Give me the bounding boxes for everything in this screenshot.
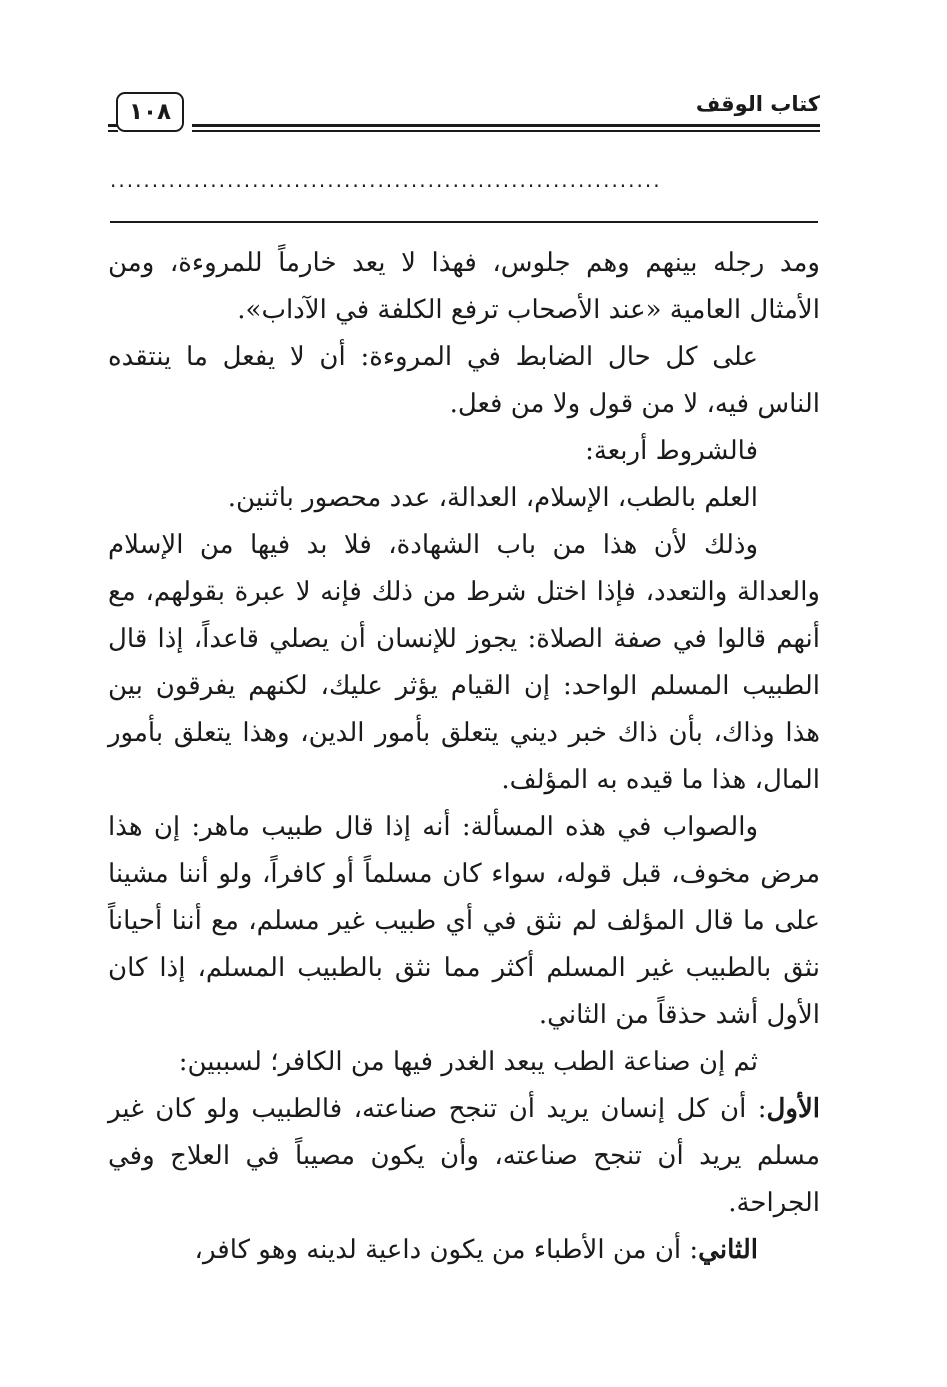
paragraph: ومد رجله بينهم وهم جلوس، فهذا لا يعد خارماً للمروءة، ومن الأمثال العامية «عند الأصحاب ترفع الكلفة في الآداب».	[108, 248, 820, 325]
paragraph: على كل حال الضابط في المروءة: أن لا يفعل ما ينتقده الناس فيه، لا من قول ولا من فعل.	[108, 342, 820, 419]
reason-label: الأول	[766, 1094, 820, 1124]
header-rule-thin	[192, 130, 820, 132]
reason-label: الثاني	[698, 1235, 758, 1265]
paragraph: فالشروط أربعة:	[585, 436, 758, 466]
paragraph: وذلك لأن هذا من باب الشهادة، فلا بد فيها من الإسلام والعدالة والتعدد، فإذا اختل شرط من ذلك فإنه لا عبرة بقولهم، مع أنهم قالوا في صفة الصلاة: يجوز للإنسان أن يصلي قاعداً، إذا قال الطبيب المسلم الواحد: إن القيام يؤثر عليك، لكنهم يفرقون بين هذا وذاك، بأن ذاك خبر ديني يتعلق بأمور الدين، وهذا يتعلق بأمور المال، هذا ما قيده به المؤلف.	[108, 530, 820, 795]
page-body	[108, 240, 820, 1274]
header-rule	[192, 124, 820, 127]
paragraph: العلم بالطب، الإسلام، العدالة، عدد محصور باثنين.	[227, 483, 758, 513]
paragraph-first-reason	[108, 1086, 820, 1227]
paragraph: ثم إن صناعة الطب يبعد الغدر فيها من الكافر؛ لسببين:	[178, 1047, 758, 1077]
reason-text: : أن من الأطباء من يكون داعية لدينه وهو كافر،	[194, 1235, 699, 1265]
header-rule-left-thin	[108, 130, 118, 132]
book-title: كتاب الوقف	[695, 92, 820, 116]
reason-text: : أن كل إنسان يريد أن تنجح صناعته، فالطبيب ولو كان غير مسلم يريد أن تنجح صناعته، وأن يكون مصيباً في العلاج وفي الجراحة.	[108, 1094, 820, 1218]
footnote-dots: ..................................................................	[110, 168, 662, 192]
separator-line	[110, 221, 818, 223]
paragraph: والصواب في هذه المسألة: أنه إذا قال طبيب ماهر: إن هذا مرض مخوف، قبل قوله، سواء كان مسلماً أو كافراً، ولو أننا مشينا على ما قال المؤلف لم نثق في أي طبيب غير مسلم، مع أننا أحياناً نثق بالطبيب غير المسلم أكثر مما نثق بالطبيب المسلم، إذا كان الأول أشد حذقاً من الثاني.	[108, 812, 820, 1030]
paragraph-second-reason	[108, 1227, 820, 1274]
page-number: ١٠٨	[116, 92, 184, 132]
page-header	[108, 88, 820, 144]
